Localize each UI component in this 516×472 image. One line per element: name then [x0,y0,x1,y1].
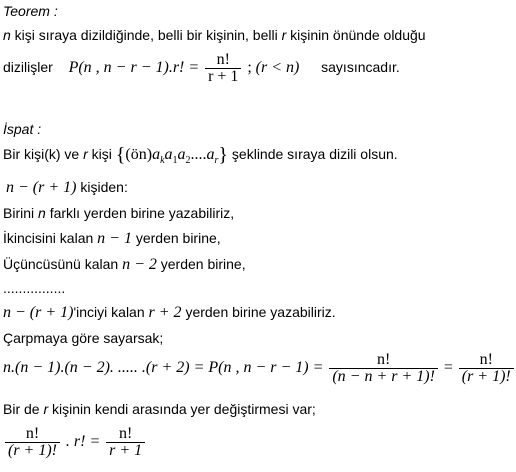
set-prefix: (ön) [125,146,153,163]
var-r: r [83,146,88,162]
proof-text: yerden birine yazabiliriz. [181,304,336,320]
sub-r: r [214,155,219,167]
expr-n-minus-r1: n − (r + 1) [6,179,77,196]
proof-line-4 [3,229,221,248]
proof-line-8 [3,329,163,347]
fraction-numerator: n! [5,426,60,443]
fraction-denominator: (r + 1)! [8,442,58,459]
sub-2: 2 [185,155,191,167]
theorem-text-2: kişinin önünde olduğu [286,27,426,43]
var-n: n [38,205,46,221]
theorem-text-1: kişi sıraya dizildiğinde, belli bir kişinin, belli [10,27,282,43]
product-formula: n.(n − 1).(n − 2). ..... .(r + 2) = P(n , n − r − 1) = [3,359,324,377]
proof-text: Bir de [3,401,44,417]
proof-title: İspat [3,121,34,137]
theorem-condition: (r < n) [255,59,300,77]
theorem-dizilisler: dizilişler [3,59,53,76]
fraction-2 [459,352,514,385]
proof-text: kişi [87,146,116,162]
proof-text: 'inciyi kalan [73,304,149,320]
proof-text: farklı yerden birine yazabiliriz, [45,205,235,221]
fraction-3 [5,426,60,459]
expr-n-minus-r1: n − (r + 1) [3,304,74,321]
proof-text: kişiden: [76,179,128,195]
proof-text: Üçüncüsünü kalan [3,256,123,272]
theorem-fraction [205,52,241,85]
equals-sign: = [443,359,453,377]
proof-heading [3,120,41,138]
sub-k: k [160,155,165,167]
times-r-factorial: . r! = [65,433,101,451]
expr-r-plus-2: r + 2 [148,304,182,321]
proof-text: kişinin kendi arasında yer değiştirmesi var; [48,401,316,417]
proof-line-6 [3,279,65,297]
semicolon: ; [247,59,252,77]
fraction-numerator: n! [106,426,145,443]
fraction-4 [106,426,145,459]
fraction-numerator: n! [459,352,514,369]
theorem-formula: P(n , n − r − 1).r! = [68,59,200,77]
proof-text: yerden birine, [131,230,221,246]
set-a-1: a [164,146,173,163]
set-a-k: a [152,146,161,163]
var-r: r [281,27,287,43]
var-r: r [43,401,49,417]
sub-1: 1 [172,155,178,167]
theorem-heading [3,2,58,20]
fraction-1 [329,352,438,385]
theorem-line-2 [3,52,400,85]
fraction-denominator: (n − n + r + 1)! [332,368,435,385]
theorem-title: Teorem [3,3,50,19]
proof-line-10 [3,400,316,418]
proof-line-11 [3,426,147,459]
proof-line-5 [3,255,246,274]
proof-text: Birini [3,205,39,221]
proof-line-7 [3,303,336,322]
theorem-line-1 [3,26,426,44]
proof-line-1 [3,145,398,170]
set-a-r: a [206,146,215,163]
proof-text: Bir kişi(k) ve [3,146,84,162]
var-n: n [3,27,11,43]
expr-n-minus-1: n − 1 [97,230,132,247]
proof-line-3 [3,204,234,222]
theorem-colon: : [53,3,58,19]
proof-colon: : [37,121,42,137]
set-dots: .... [190,146,207,163]
ellipsis-line: ................ [3,280,66,296]
fraction-denominator: r + 1 [208,68,239,85]
proof-line-9 [3,352,516,385]
theorem-tail: sayısıncadır. [321,59,400,76]
fraction-numerator: n! [329,352,438,369]
proof-text: yerden birine, [156,256,246,272]
fraction-numerator: n! [205,52,241,69]
proof-line-2 [3,178,128,197]
set-expression: $\{(ön)a_ka_1a_2....a_r\}$ [115,144,229,167]
fraction-denominator: r + 1 [109,442,143,459]
set-a-2: a [177,146,186,163]
fraction-denominator: (r + 1)! [461,368,511,385]
proof-text: şeklinde sıraya dizili olsun. [228,146,398,162]
expr-n-minus-2: n − 2 [122,256,157,273]
proof-text: Çarpmaya göre sayarsak; [3,330,164,346]
proof-text: İkincisini kalan [3,230,98,246]
